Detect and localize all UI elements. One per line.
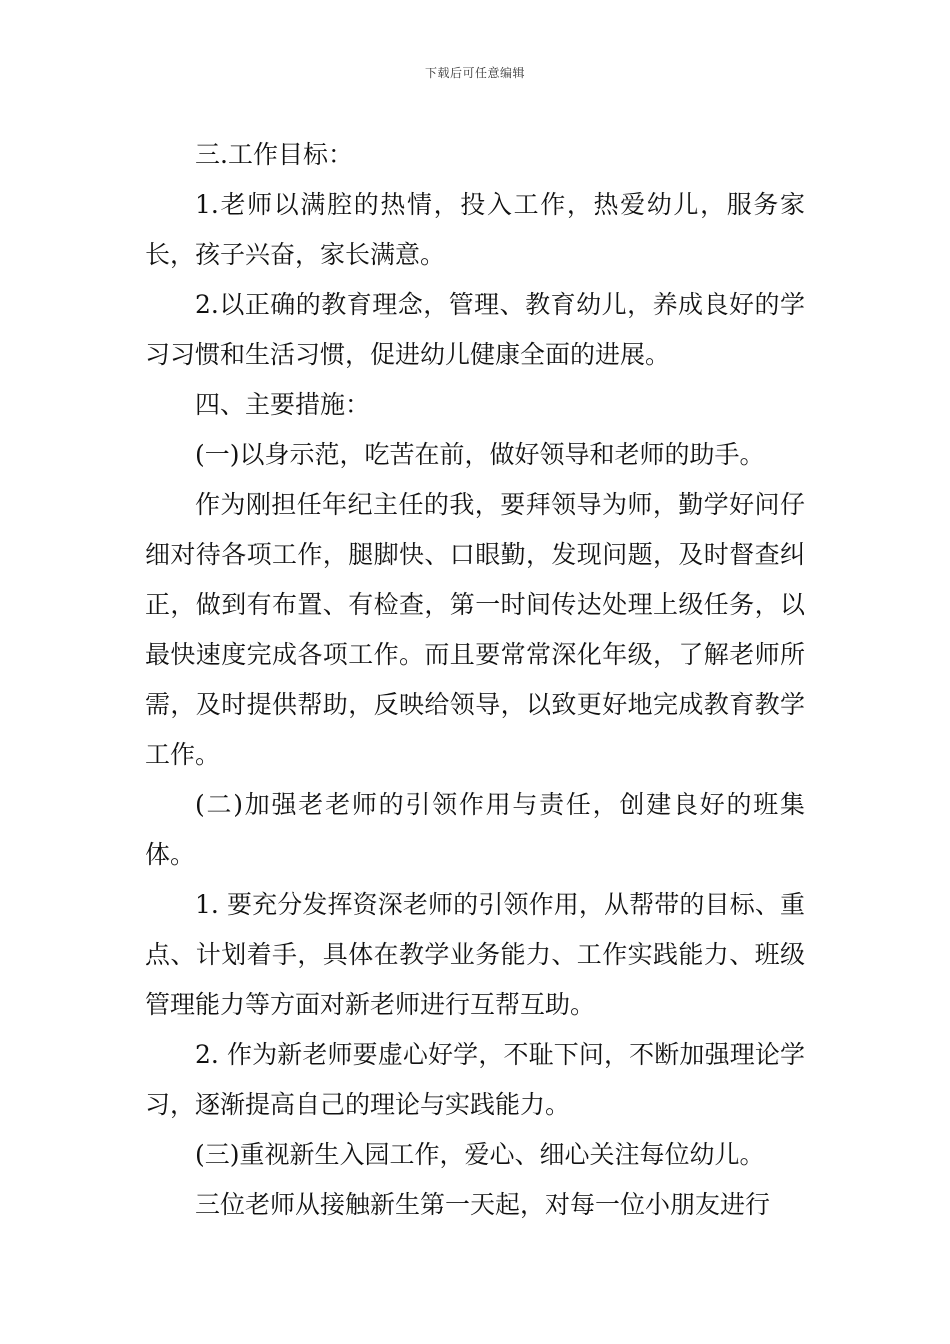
document-body: [145, 130, 805, 1230]
paragraph-measure-3: 三位老师从接触新生第一天起，对每一位小朋友进行: [195, 1190, 771, 1219]
subheading-measure-3: (三)重视新生入园工作，爱心、细心关注每位幼儿。: [195, 1140, 765, 1169]
subheading-measure-2: (二)加强老老师的引领作用与责任，创建良好的班集体。: [145, 790, 805, 869]
paragraph-measure-2-item-2: 2. 作为新老师要虚心好学，不耻下问，不断加强理论学习，逐渐提高自己的理论与实践能力。: [145, 1040, 805, 1119]
section-heading-measures: 四、主要措施：: [195, 390, 371, 419]
subheading-measure-1: (一)以身示范，吃苦在前，做好领导和老师的助手。: [195, 440, 765, 469]
paragraph-measure-1: 作为刚担任年纪主任的我，要拜领导为师，勤学好问仔细对待各项工作，腿脚快、口眼勤，发现问题，及时督查纠正，做到有布置、有检查，第一时间传达处理上级任务，以最快速度完成各项工作。而且要常常深化年级，了解老师所需，及时提供帮助，反映给领导，以致更好地完成教育教学工作。: [145, 490, 805, 769]
header-note: 下载后可任意编辑: [424, 66, 525, 80]
section-heading-goals: 三.工作目标：: [195, 140, 353, 169]
paragraph-goal-1: 1.老师以满腔的热情，投入工作，热爱幼儿，服务家长，孩子兴奋，家长满意。: [145, 190, 805, 269]
paragraph-goal-2: 2.以正确的教育理念，管理、教育幼儿，养成良好的学习习惯和生活习惯，促进幼儿健康全面的进展。: [145, 290, 805, 369]
paragraph-measure-2-item-1: 1. 要充分发挥资深老师的引领作用，从帮带的目标、重点、计划着手，具体在教学业务能力、工作实践能力、班级管理能力等方面对新老师进行互帮互助。: [145, 890, 805, 1019]
